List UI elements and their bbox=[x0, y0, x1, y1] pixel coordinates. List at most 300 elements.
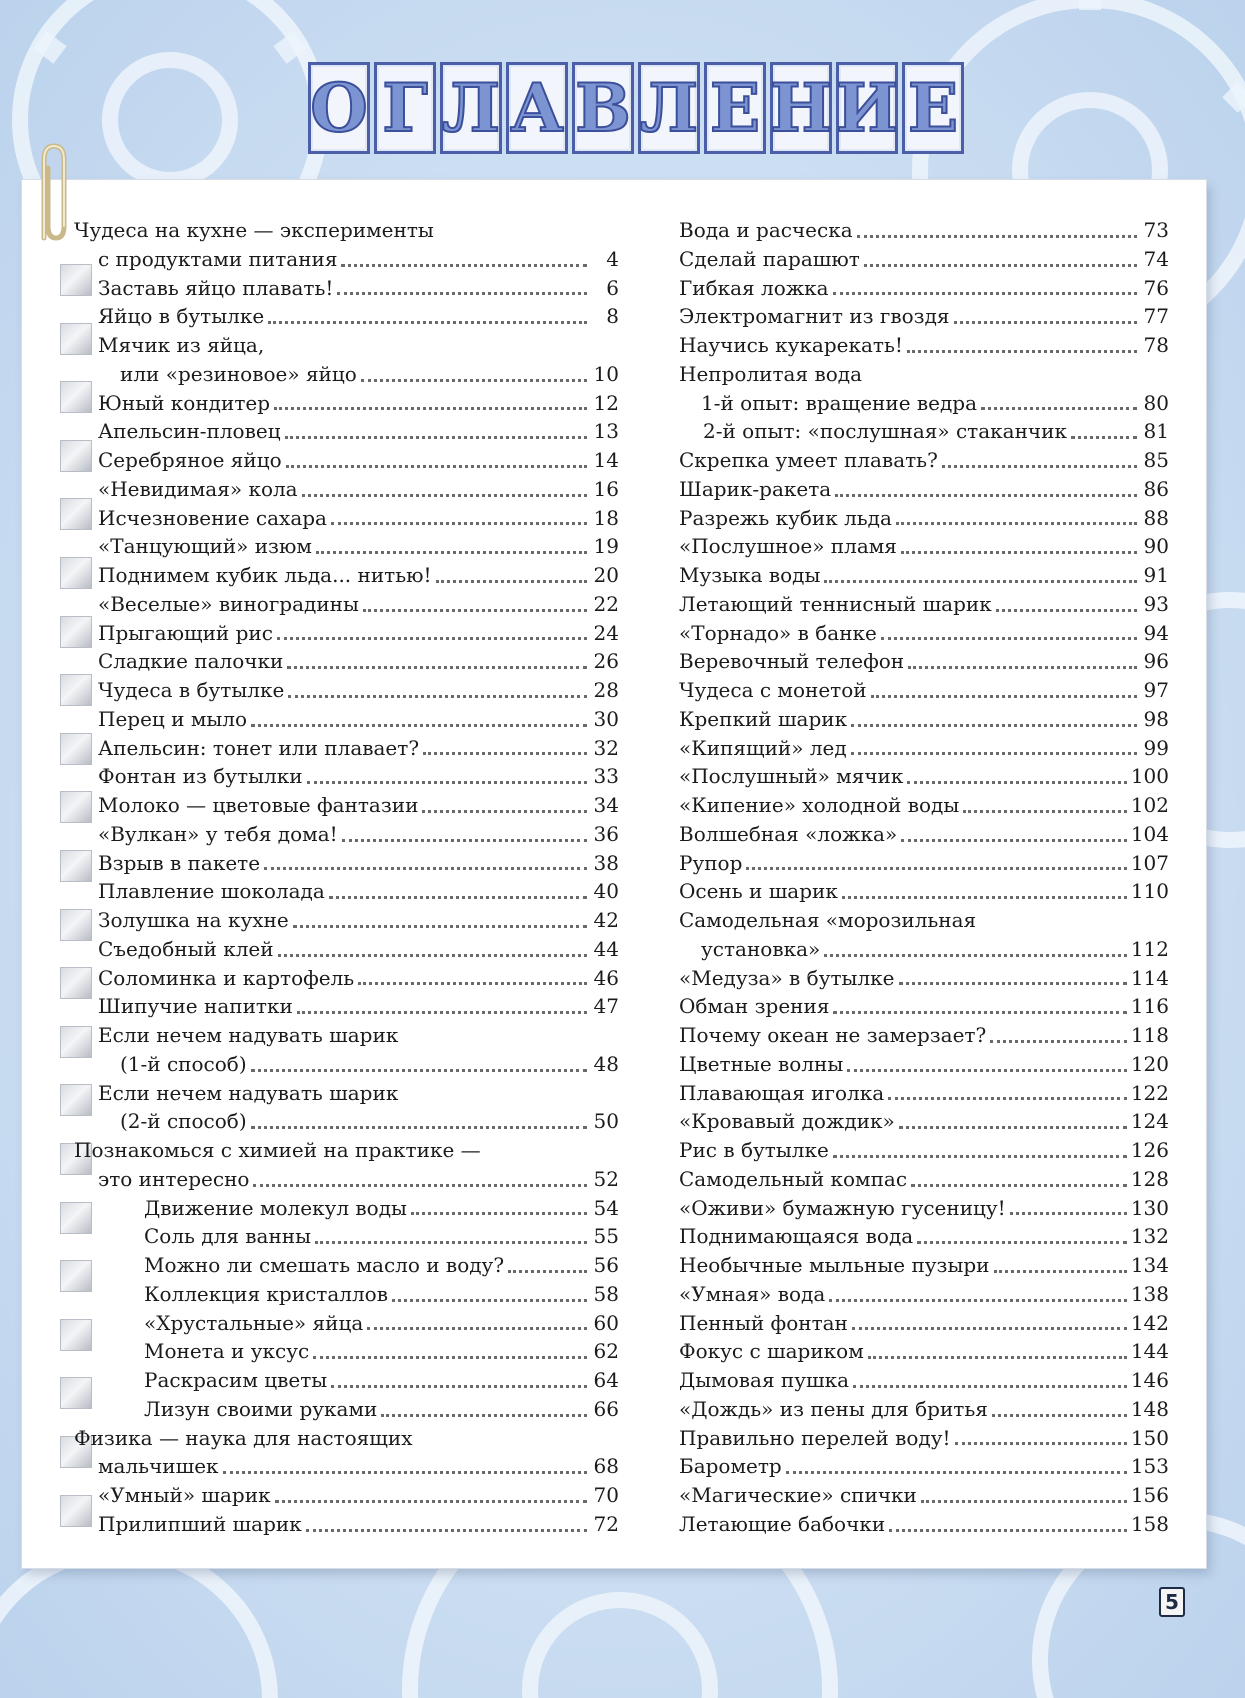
toc-entry-title: Рупор bbox=[679, 850, 743, 875]
toc-entry bbox=[679, 1021, 1169, 1050]
toc-leader-dots bbox=[786, 1471, 1127, 1474]
toc-entry-title: «Кипящий» лед bbox=[679, 735, 847, 760]
paperclip-icon bbox=[30, 138, 76, 248]
toc-entry-page: 62 bbox=[593, 1339, 619, 1364]
toc-entry-page: 138 bbox=[1130, 1281, 1169, 1306]
toc-leader-dots bbox=[337, 292, 587, 295]
toc-entry-title: Шипучие напитки bbox=[98, 994, 293, 1019]
toc-leader-dots bbox=[911, 1184, 1127, 1187]
toc-entry bbox=[679, 360, 1169, 389]
toc-entry bbox=[74, 532, 619, 561]
toc-entry-title: Апельсин: тонет или плавает? bbox=[98, 735, 420, 760]
toc-entry-title: «Хрустальные» яйца bbox=[144, 1310, 364, 1335]
toc-entry-page: 70 bbox=[593, 1483, 619, 1507]
toc-leader-dots bbox=[367, 1327, 587, 1330]
toc-entry-title: Фокус с шариком bbox=[679, 1339, 864, 1364]
toc-entry bbox=[679, 1280, 1169, 1309]
toc-leader-dots bbox=[316, 551, 587, 554]
toc-entry-title: Соломинка и картофель bbox=[98, 965, 355, 990]
toc-entry bbox=[74, 590, 619, 619]
toc-entry bbox=[74, 849, 619, 878]
toc-entry-title: Золушка на кухне bbox=[98, 908, 289, 932]
toc-entry-page: 74 bbox=[1143, 246, 1169, 271]
toc-leader-dots bbox=[833, 292, 1137, 295]
toc-entry bbox=[679, 1079, 1169, 1108]
toc-entry-title: Съедобный клей bbox=[98, 936, 274, 961]
toc-entry-page: 66 bbox=[593, 1396, 619, 1421]
toc-entry-page: 54 bbox=[593, 1195, 619, 1220]
toc-entry-page: 130 bbox=[1130, 1195, 1169, 1220]
toc-entry-title: Яйцо в бутылке bbox=[98, 304, 265, 329]
toc-entry bbox=[679, 1194, 1169, 1223]
toc-entry-page: 126 bbox=[1130, 1138, 1169, 1162]
toc-entry-page: 44 bbox=[593, 936, 619, 961]
toc-entry bbox=[679, 734, 1169, 763]
toc-entry-page: 56 bbox=[593, 1253, 619, 1277]
toc-entry bbox=[74, 877, 619, 906]
toc-entry-title: мальчишек bbox=[98, 1454, 219, 1479]
toc-entry-title: Мячик из яйца, bbox=[98, 333, 265, 357]
toc-leader-dots bbox=[286, 465, 587, 468]
toc-entry-page: 12 bbox=[593, 390, 619, 415]
toc-leader-dots bbox=[341, 264, 587, 267]
toc-entry-page: 60 bbox=[593, 1310, 619, 1335]
toc-entry-title: Правильно перелей воду! bbox=[679, 1425, 951, 1450]
toc-entry-page: 85 bbox=[1143, 448, 1169, 472]
toc-entry-page: 34 bbox=[593, 793, 619, 817]
toc-entry bbox=[74, 1251, 619, 1280]
toc-leader-dots bbox=[253, 1184, 587, 1187]
toc-entry-title: Дымовая пушка bbox=[679, 1368, 850, 1392]
toc-entry bbox=[74, 475, 619, 504]
toc-entry-title: установка» bbox=[701, 936, 821, 961]
toc-leader-dots bbox=[835, 494, 1137, 497]
page-title bbox=[308, 62, 968, 156]
toc-leader-dots bbox=[942, 465, 1137, 468]
toc-entry-page: 150 bbox=[1130, 1425, 1169, 1450]
toc-leader-dots bbox=[857, 235, 1137, 238]
toc-leader-dots bbox=[274, 407, 587, 410]
toc-leader-dots bbox=[833, 1155, 1127, 1158]
toc-leader-dots bbox=[275, 1500, 587, 1503]
toc-leader-dots bbox=[954, 321, 1137, 324]
toc-entry-page: 132 bbox=[1130, 1224, 1169, 1249]
title-letter: Л bbox=[440, 62, 502, 154]
toc-entry-page: 158 bbox=[1130, 1511, 1169, 1536]
toc-entry-page: 55 bbox=[593, 1224, 619, 1249]
toc-entry bbox=[74, 360, 619, 389]
toc-leader-dots bbox=[896, 522, 1137, 525]
toc-leader-dots bbox=[899, 982, 1127, 985]
toc-leader-dots bbox=[342, 839, 587, 842]
toc-entry-page: 78 bbox=[1143, 333, 1169, 357]
toc-entry bbox=[679, 1424, 1169, 1453]
toc-entry-title: (2-й способ) bbox=[120, 1109, 247, 1134]
toc-entry-page: 116 bbox=[1130, 994, 1169, 1019]
toc-entry-page: 47 bbox=[593, 994, 619, 1019]
toc-leader-dots bbox=[392, 1299, 587, 1302]
toc-leader-dots bbox=[411, 1212, 587, 1215]
toc-entry-title: «Танцующий» изюм bbox=[98, 534, 312, 559]
toc-entry bbox=[74, 216, 619, 245]
toc-entry bbox=[74, 1424, 619, 1453]
toc-entry-page: 52 bbox=[593, 1166, 619, 1191]
toc-entry-page: 100 bbox=[1130, 764, 1169, 789]
toc-leader-dots bbox=[315, 1241, 587, 1244]
toc-entry bbox=[679, 1337, 1169, 1366]
toc-entry-title: Веревочный телефон bbox=[679, 649, 905, 674]
toc-entry-title: Исчезновение сахара bbox=[98, 505, 327, 530]
toc-entry bbox=[679, 1481, 1169, 1510]
toc-entry-page: 36 bbox=[593, 821, 619, 846]
toc-entry-page: 104 bbox=[1130, 821, 1169, 846]
toc-entry-title: Плавающая иголка bbox=[679, 1080, 885, 1105]
toc-leader-dots bbox=[824, 954, 1127, 957]
toc-leader-dots bbox=[287, 666, 587, 669]
toc-entry bbox=[679, 389, 1169, 418]
toc-entry-title: Взрыв в пакете bbox=[98, 850, 261, 875]
toc-entry-page: 30 bbox=[593, 706, 619, 731]
toc-entry-title: Перец и мыло bbox=[98, 706, 248, 731]
toc-leader-dots bbox=[223, 1471, 587, 1474]
toc-entry-title: 2-й опыт: «послушная» стаканчик bbox=[703, 419, 1067, 444]
toc-entry-title: Прыгающий рис bbox=[98, 620, 273, 645]
toc-leader-dots bbox=[871, 695, 1137, 698]
toc-leader-dots bbox=[313, 1356, 587, 1359]
toc-leader-dots bbox=[1010, 1212, 1127, 1215]
toc-entry-page: 64 bbox=[593, 1368, 619, 1392]
title-letter: Е bbox=[704, 62, 766, 154]
toc-entry-page: 128 bbox=[1130, 1166, 1169, 1191]
toc-entry bbox=[74, 1452, 619, 1481]
toc-leader-dots bbox=[917, 1241, 1127, 1244]
toc-entry-title: с продуктами питания bbox=[98, 246, 338, 271]
toc-entry-page: 58 bbox=[593, 1281, 619, 1306]
toc-entry bbox=[679, 1050, 1169, 1079]
toc-entry-page: 98 bbox=[1143, 706, 1169, 731]
toc-leader-dots bbox=[864, 264, 1137, 267]
toc-entry-title: Шарик-ракета bbox=[679, 476, 832, 501]
toc-entry-page: 97 bbox=[1143, 678, 1169, 702]
toc-entry-title: «Невидимая» кола bbox=[98, 476, 298, 501]
toc-entry bbox=[679, 676, 1169, 705]
toc-entry-title: это интересно bbox=[98, 1166, 250, 1191]
toc-entry bbox=[679, 906, 1169, 935]
toc-entry-title: Чудеса в бутылке bbox=[98, 678, 285, 702]
toc-entry-page: 22 bbox=[593, 591, 619, 616]
toc-entry-title: Раскрасим цветы bbox=[144, 1368, 328, 1392]
toc-entry-page: 86 bbox=[1143, 476, 1169, 501]
toc-entry bbox=[74, 1337, 619, 1366]
toc-entry bbox=[74, 1395, 619, 1424]
toc-entry-page: 118 bbox=[1130, 1023, 1169, 1047]
toc-entry-page: 18 bbox=[593, 505, 619, 530]
toc-entry-page: 114 bbox=[1130, 965, 1169, 990]
toc-entry-page: 10 bbox=[593, 361, 619, 386]
toc-entry-page: 13 bbox=[593, 419, 619, 444]
toc-entry bbox=[74, 1136, 619, 1165]
toc-entry-page: 120 bbox=[1130, 1051, 1169, 1076]
toc-entry-title: «Дождь» из пены для бритья bbox=[679, 1396, 988, 1421]
toc-leader-dots bbox=[508, 1270, 587, 1273]
toc-leader-dots bbox=[996, 609, 1137, 612]
toc-leader-dots bbox=[901, 551, 1137, 554]
toc-leader-dots bbox=[285, 436, 587, 439]
title-letter: В bbox=[572, 62, 634, 154]
toc-entry-title: Прилипший шарик bbox=[98, 1511, 302, 1536]
toc-entry-title: Коллекция кристаллов bbox=[144, 1281, 388, 1306]
toc-entry bbox=[74, 504, 619, 533]
toc-leader-dots bbox=[361, 379, 587, 382]
toc-leader-dots bbox=[331, 1385, 587, 1388]
toc-entry-page: 28 bbox=[593, 678, 619, 702]
toc-entry-title: Монета и уксус bbox=[144, 1339, 310, 1364]
toc-entry bbox=[74, 992, 619, 1021]
toc-entry-title: «Медуза» в бутылке bbox=[679, 965, 895, 990]
toc-entry bbox=[679, 1136, 1169, 1165]
toc-entry bbox=[679, 1107, 1169, 1136]
toc-entry bbox=[679, 762, 1169, 791]
toc-entry bbox=[679, 877, 1169, 906]
toc-leader-dots bbox=[423, 752, 587, 755]
toc-entry-page: 102 bbox=[1130, 793, 1169, 817]
toc-entry-title: «Кипение» холодной воды bbox=[679, 793, 960, 817]
toc-entry bbox=[74, 1107, 619, 1136]
toc-leader-dots bbox=[436, 580, 587, 583]
toc-entry-page: 20 bbox=[593, 563, 619, 587]
toc-entry bbox=[679, 964, 1169, 993]
toc-entry-title: Скрепка умеет плавать? bbox=[679, 448, 938, 472]
toc-entry bbox=[74, 245, 619, 274]
toc-leader-dots bbox=[358, 982, 587, 985]
toc-entry bbox=[74, 1165, 619, 1194]
title-letter: И bbox=[836, 62, 898, 154]
toc-leader-dots bbox=[908, 666, 1137, 669]
toc-leader-dots bbox=[992, 1414, 1127, 1417]
toc-entry-title: «Кровавый дождик» bbox=[679, 1109, 895, 1134]
toc-entry bbox=[74, 1309, 619, 1338]
toc-leader-dots bbox=[921, 1500, 1127, 1503]
toc-entry bbox=[74, 1510, 619, 1539]
toc-entry bbox=[679, 647, 1169, 676]
toc-entry-title: Апельсин-пловец bbox=[98, 419, 281, 444]
toc-entry-title: Молоко — цветовые фантазии bbox=[98, 793, 419, 817]
toc-entry-page: 40 bbox=[593, 879, 619, 904]
toc-entry bbox=[74, 705, 619, 734]
toc-right-column bbox=[679, 216, 1169, 1539]
toc-entry bbox=[679, 619, 1169, 648]
toc-entry bbox=[679, 417, 1169, 446]
toc-leader-dots bbox=[288, 695, 587, 698]
toc-entry-page: 50 bbox=[593, 1109, 619, 1134]
toc-entry-title: Самодельный компас bbox=[679, 1166, 908, 1191]
toc-entry-title: Вода и расческа bbox=[679, 218, 853, 242]
toc-entry-title: Сделай парашют bbox=[679, 246, 860, 271]
toc-entry-title: Серебряное яйцо bbox=[98, 448, 282, 472]
toc-leader-dots bbox=[302, 494, 587, 497]
toc-entry bbox=[679, 820, 1169, 849]
toc-entry-title: «Магические» спички bbox=[679, 1483, 917, 1507]
toc-entry bbox=[679, 1222, 1169, 1251]
toc-entry-page: 24 bbox=[593, 620, 619, 645]
toc-entry-page: 107 bbox=[1130, 850, 1169, 875]
toc-entry-page: 94 bbox=[1143, 620, 1169, 645]
toc-entry-title: Почему океан не замерзает? bbox=[679, 1023, 987, 1047]
toc-entry-page: 42 bbox=[593, 908, 619, 932]
toc-entry-page: 146 bbox=[1130, 1368, 1169, 1392]
toc-entry-title: Поднимем кубик льда... нитью! bbox=[98, 563, 432, 587]
toc-entry bbox=[679, 216, 1169, 245]
toc-entry-page: 148 bbox=[1130, 1396, 1169, 1421]
toc-entry bbox=[74, 1194, 619, 1223]
toc-entry-page: 142 bbox=[1130, 1310, 1169, 1335]
toc-entry-page: 112 bbox=[1130, 936, 1169, 961]
title-letter: Е bbox=[902, 62, 964, 154]
toc-entry-title: Разрежь кубик льда bbox=[679, 505, 892, 530]
toc-entry-title: Юный кондитер bbox=[98, 390, 271, 415]
toc-entry bbox=[74, 331, 619, 360]
toc-entry bbox=[74, 1280, 619, 1309]
toc-entry-page: 48 bbox=[593, 1051, 619, 1076]
toc-entry bbox=[679, 935, 1169, 964]
toc-leader-dots bbox=[268, 321, 587, 324]
toc-leader-dots bbox=[829, 1299, 1127, 1302]
toc-entry bbox=[74, 389, 619, 418]
toc-leader-dots bbox=[307, 781, 587, 784]
toc-leader-dots bbox=[329, 896, 587, 899]
toc-entry-page: 68 bbox=[593, 1454, 619, 1479]
toc-entry bbox=[679, 849, 1169, 878]
toc-leader-dots bbox=[251, 1126, 587, 1129]
toc-entry bbox=[74, 417, 619, 446]
toc-leader-dots bbox=[868, 1356, 1127, 1359]
toc-leader-dots bbox=[363, 609, 587, 612]
toc-leader-dots bbox=[746, 867, 1126, 870]
toc-entry bbox=[74, 1481, 619, 1510]
toc-entry-title: Заставь яйцо плавать! bbox=[98, 275, 334, 300]
toc-entry bbox=[74, 791, 619, 820]
toc-entry-title: «Торнадо» в банке bbox=[679, 620, 877, 645]
toc-entry-page: 124 bbox=[1130, 1109, 1169, 1134]
toc-entry-title: «Послушный» мячик bbox=[679, 764, 904, 789]
toc-entry bbox=[679, 1395, 1169, 1424]
toc-entry-page: 33 bbox=[593, 764, 619, 789]
toc-entry-page: 76 bbox=[1143, 275, 1169, 300]
toc-entry-page: 134 bbox=[1130, 1253, 1169, 1277]
toc-entry bbox=[679, 331, 1169, 360]
toc-entry-page: 93 bbox=[1143, 591, 1169, 616]
toc-leader-dots bbox=[955, 1442, 1127, 1445]
toc-entry-title: Непролитая вода bbox=[679, 361, 862, 386]
toc-entry-page: 144 bbox=[1130, 1339, 1169, 1364]
toc-leader-dots bbox=[907, 350, 1137, 353]
toc-entry-page: 38 bbox=[593, 850, 619, 875]
toc-entry bbox=[679, 1165, 1169, 1194]
toc-entry bbox=[679, 302, 1169, 331]
toc-entry-page: 46 bbox=[593, 965, 619, 990]
toc-entry-page: 122 bbox=[1130, 1080, 1169, 1105]
toc-entry bbox=[74, 1050, 619, 1079]
toc-entry bbox=[74, 302, 619, 331]
title-letter: Л bbox=[638, 62, 700, 154]
toc-entry-page: 73 bbox=[1143, 218, 1169, 242]
toc-entry bbox=[74, 762, 619, 791]
toc-leader-dots bbox=[381, 1414, 587, 1417]
toc-entry bbox=[679, 992, 1169, 1021]
toc-leader-dots bbox=[422, 810, 587, 813]
toc-entry bbox=[679, 1510, 1169, 1539]
toc-leader-dots bbox=[889, 1529, 1127, 1532]
toc-leader-dots bbox=[251, 1069, 587, 1072]
toc-entry-page: 81 bbox=[1143, 419, 1169, 444]
toc-entry bbox=[74, 734, 619, 763]
toc-entry bbox=[679, 532, 1169, 561]
toc-entry bbox=[74, 1079, 619, 1108]
toc-entry bbox=[679, 504, 1169, 533]
toc-entry-title: 1-й опыт: вращение ведра bbox=[701, 390, 978, 415]
toc-entry bbox=[74, 676, 619, 705]
toc-entry-title: Фонтан из бутылки bbox=[98, 764, 303, 789]
toc-entry-title: Барометр bbox=[679, 1454, 782, 1479]
toc-entry-page: 99 bbox=[1143, 735, 1169, 760]
toc-entry-title: Музыка воды bbox=[679, 563, 821, 587]
toc-leader-dots bbox=[888, 1097, 1127, 1100]
toc-entry-title: Гибкая ложка bbox=[679, 275, 829, 300]
toc-entry-page: 6 bbox=[606, 275, 619, 300]
toc-entry-page: 88 bbox=[1143, 505, 1169, 530]
toc-entry-title: «Умный» шарик bbox=[98, 1483, 271, 1507]
toc-entry bbox=[74, 1366, 619, 1395]
toc-leader-dots bbox=[293, 925, 587, 928]
toc-entry-title: Чудеса с монетой bbox=[679, 678, 867, 702]
toc-entry-page: 156 bbox=[1130, 1483, 1169, 1507]
toc-entry-page: 26 bbox=[593, 649, 619, 674]
toc-entry bbox=[74, 906, 619, 935]
toc-entry-title: Чудеса на кухне — эксперименты bbox=[74, 218, 434, 242]
toc-entry bbox=[74, 274, 619, 303]
toc-leader-dots bbox=[851, 724, 1137, 727]
toc-leader-dots bbox=[842, 896, 1127, 899]
toc-entry-title: Обман зрения bbox=[679, 994, 830, 1019]
toc-entry-title: Электромагнит из гвоздя bbox=[679, 304, 950, 329]
toc-entry-title: Рис в бутылке bbox=[679, 1138, 829, 1162]
toc-leader-dots bbox=[990, 1040, 1127, 1043]
toc-entry bbox=[679, 1251, 1169, 1280]
toc-entry bbox=[74, 647, 619, 676]
toc-entry-title: «Умная» вода bbox=[679, 1281, 826, 1306]
toc-entry bbox=[74, 964, 619, 993]
toc-entry bbox=[679, 1309, 1169, 1338]
toc-entry-page: 90 bbox=[1143, 534, 1169, 559]
toc-entry-page: 19 bbox=[593, 534, 619, 559]
toc-entry-page: 80 bbox=[1143, 390, 1169, 415]
title-letter: О bbox=[308, 62, 370, 154]
title-letter: Н bbox=[770, 62, 832, 154]
toc-entry bbox=[679, 1366, 1169, 1395]
toc-leader-dots bbox=[264, 867, 587, 870]
toc-entry-title: Если нечем надувать шарик bbox=[98, 1080, 399, 1105]
toc-leader-dots bbox=[306, 1529, 587, 1532]
toc-entry bbox=[679, 446, 1169, 475]
toc-entry bbox=[74, 935, 619, 964]
toc-entry-page: 110 bbox=[1130, 879, 1169, 904]
toc-entry-title: Крепкий шарик bbox=[679, 706, 848, 731]
toc-entry-title: Движение молекул воды bbox=[144, 1195, 407, 1220]
toc-entry-title: Волшебная «ложка» bbox=[679, 821, 898, 846]
toc-entry-title: Плавление шоколада bbox=[98, 879, 325, 904]
toc-entry bbox=[679, 1452, 1169, 1481]
toc-entry-title: Лизун своими руками bbox=[144, 1396, 378, 1421]
